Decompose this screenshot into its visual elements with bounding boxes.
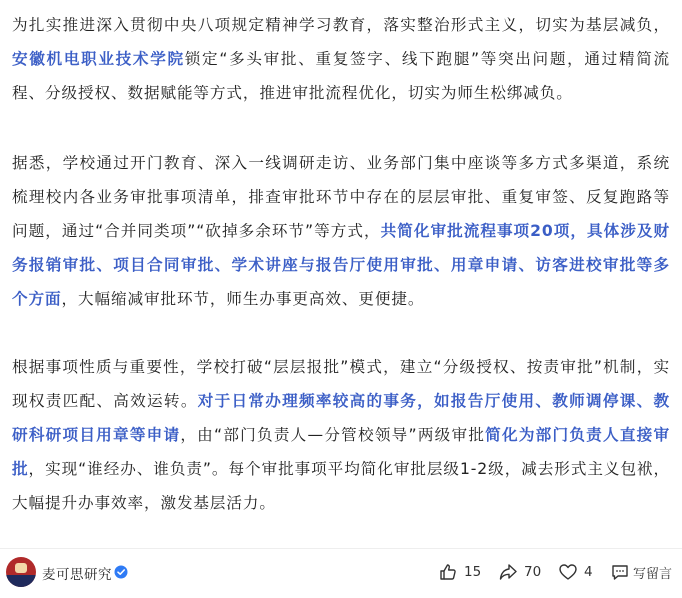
paragraph-text: ，由“部门负责人—分管校领导”两级审批 — [180, 426, 486, 444]
highlight-text: 简化为部门负责人直接审批 — [12, 426, 670, 478]
share-button[interactable] — [498, 561, 541, 583]
favorite-button[interactable] — [558, 561, 593, 583]
comment-icon — [610, 562, 630, 582]
avatar-band — [6, 575, 36, 587]
like-button[interactable] — [438, 561, 481, 583]
article-paragraph-3 — [0, 350, 682, 520]
verified-badge-icon — [114, 564, 128, 578]
paragraph-text: 据悉，学校通过开门教育、深入一线调研走访、业务部门集中座谈等多方式多渠道，系统梳理校内各业务审批事项清单，排查审批环节中存在的层层审批、重复审签、反复跑路等问题，通过“合并同类项”“砍掉多余环节”等方式， — [12, 154, 670, 240]
favorite-count: 4 — [584, 564, 593, 580]
paragraph-text: ，大幅缩减审批环节，师生办事更高效、更便捷。 — [61, 290, 425, 308]
paragraph-text: 根据事项性质与重要性，学校打破“层层报批”模式，建立“分级授权、按责审批”机制，实现权责匹配、高效运转。 — [12, 358, 670, 410]
highlight-school-name: 安徽机电职业技术学院 — [12, 50, 185, 68]
highlight-text: 对于日常办理频率较高的事务，如报告厅使用、教师调停课、教研科研项目用章等申请 — [12, 392, 670, 444]
paragraph-text: 为扎实推进深入贯彻中央八项规定精神学习教育，落实整治形式主义，切实为基层减负， — [12, 16, 670, 34]
article-footer-bar — [0, 548, 682, 598]
avatar-figure — [15, 563, 27, 573]
article-paragraph-2 — [0, 146, 682, 316]
paragraph-text: ，实现“谁经办、谁负责”。每个审批事项平均简化审批层级1-2级，减去形式主义包袱，大幅提升办事效率，激发基层活力。 — [12, 460, 671, 512]
like-count: 15 — [464, 564, 482, 580]
write-comment-button[interactable] — [610, 561, 672, 583]
thumbs-up-icon — [438, 562, 458, 582]
article-paragraph-1 — [0, 8, 682, 110]
write-comment-label: 写留言 — [633, 566, 673, 582]
paragraph-text: 锁定“多头审批、重复签字、线下跑腿”等突出问题，通过精简流程、分级授权、数据赋能等方式，推进审批流程优化，切实为师生松绑减负。 — [12, 50, 670, 102]
highlight-text: 共简化审批流程事项20项，具体涉及财务报销审批、项目合同审批、学术讲座与报告厅使用审批、用章申请、访客进校审批等多个方面 — [12, 222, 670, 308]
avatar[interactable] — [6, 557, 36, 587]
author-name[interactable]: 麦可思研究 — [42, 567, 112, 583]
heart-icon — [558, 562, 578, 582]
share-icon — [498, 562, 518, 582]
share-count: 70 — [524, 564, 542, 580]
